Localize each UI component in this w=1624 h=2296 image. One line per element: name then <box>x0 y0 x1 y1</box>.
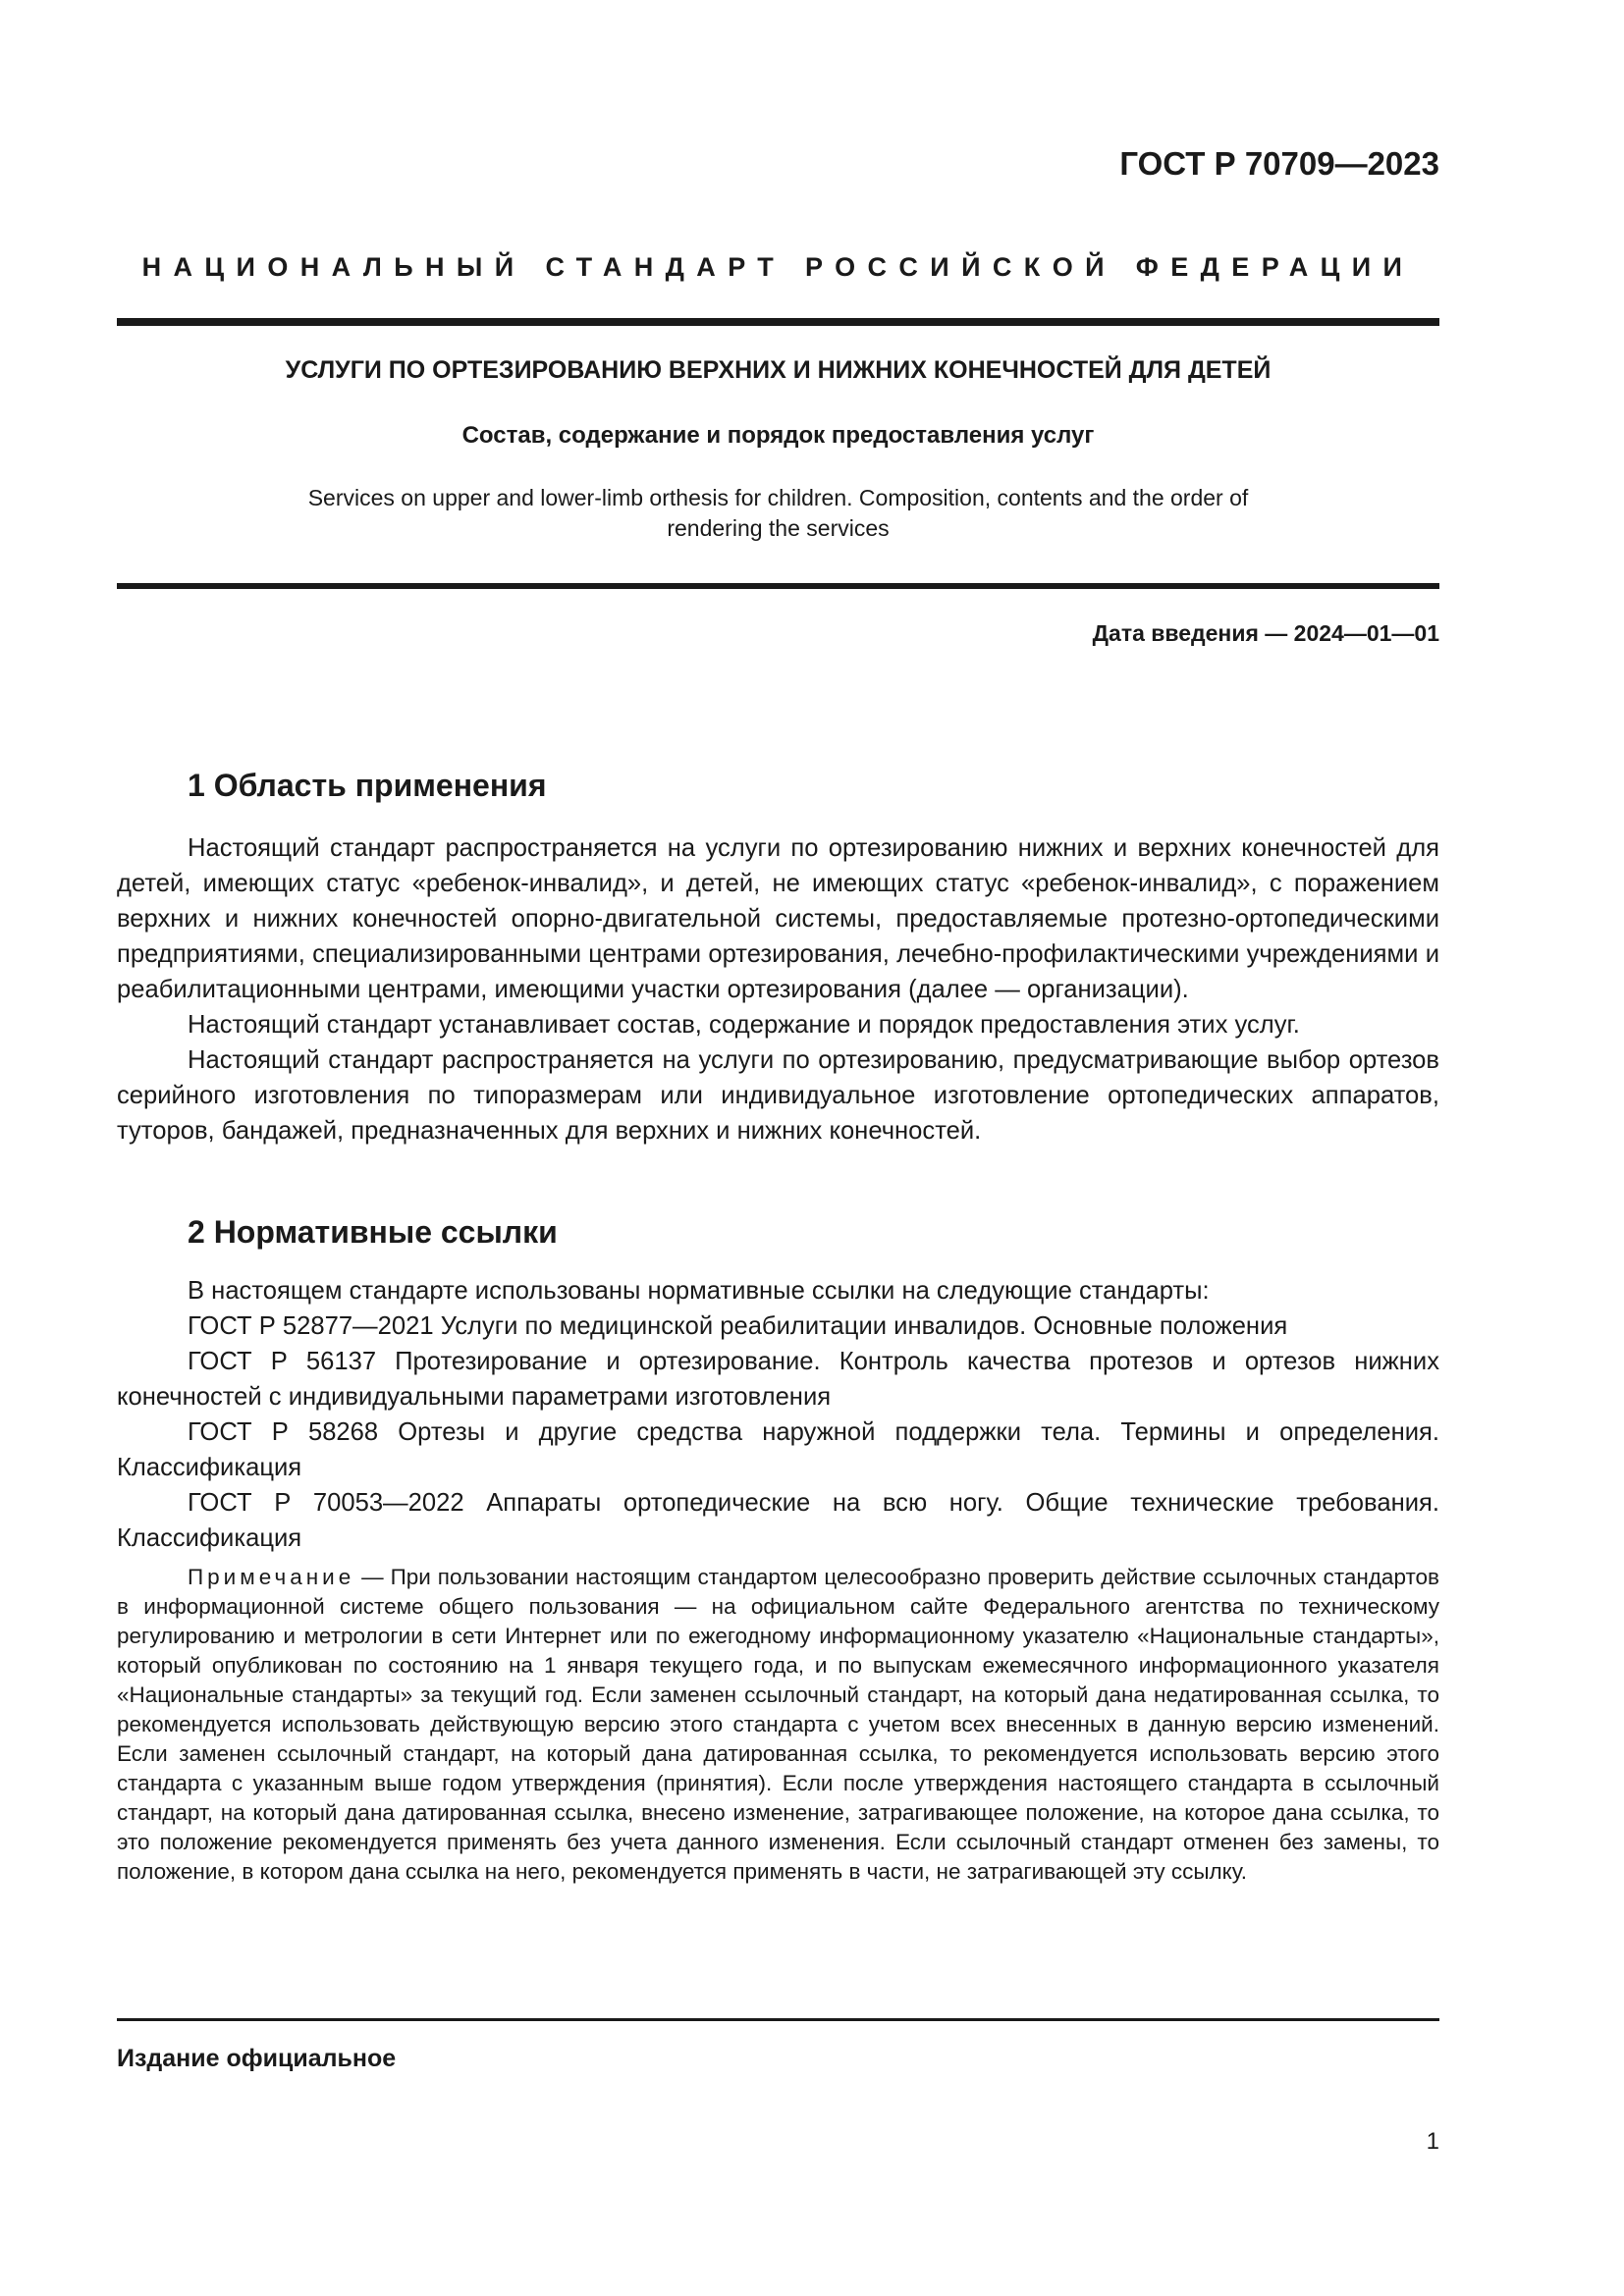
bottom-divider <box>117 2018 1439 2021</box>
note-label: Примечание <box>188 1565 355 1589</box>
reference-item: ГОСТ Р 58268 Ортезы и другие средства наружной поддержки тела. Термины и определения. Классификация <box>117 1418 1439 1481</box>
document-subtitle: Состав, содержание и порядок предоставления услуг <box>461 422 1095 449</box>
document-title: УСЛУГИ ПО ОРТЕЗИРОВАНИЮ ВЕРХНИХ И НИЖНИХ КОНЕЧНОСТЕЙ ДЛЯ ДЕТЕЙ <box>285 356 1272 384</box>
section-heading-references: 2 Нормативные ссылки <box>188 1214 558 1250</box>
paragraph: Настоящий стандарт распространяется на услуги по ортезированию нижних и верхних конечностей для детей, имеющих статус «ребенок-инвалид», и детей, не имеющих статус «ребенок-инвалид», с поражением верхних и нижних конечностей опорно-двигательной системы, предоставляемые протезно-ортопедическими предприятиями, специализированными центрами ортезирования, лечебно-профилактическими учреждениями и реабилитационными центрами, имеющими участки ортезирования (далее — организации). <box>117 834 1439 1003</box>
title-divider <box>117 583 1439 589</box>
paragraph: Настоящий стандарт устанавливает состав, содержание и порядок предоставления этих услуг. <box>188 1011 1300 1039</box>
note-text: — При пользовании настоящим стандартом целесообразно проверить действие ссылочных стандартов в информационной системе общего пользования — на официальном сайте Федерального агентства по техническому регулированию и метрологии в сети Интернет или по ежегодному информационному указателю «Национальные стандарты», который опубликован по состоянию на 1 января текущего года, и по выпускам ежемесячного информационного указателя «Национальные стандарты» за текущий год. Если заменен ссылочный стандарт, на который дана недатированная ссылка, то рекомендуется использовать действующую версию этого стандарта с учетом всех внесенных в данную версию изменений. Если заменен ссылочный стандарт, на который дана датированная ссылка, то рекомендуется использовать версию этого стандарта с указанным выше годом утверждения (принятия). Если после утверждения настоящего стандарта в ссылочный стандарт, на который дана датированная ссылка, внесено изменение, затрагивающее положение, на которое дана ссылка, то это положение рекомендуется применять без учета данного изменения. Если ссылочный стандарт отменен без замены, то положение, в котором дана ссылка на него, рекомендуется применять в части, не затрагивающей эту ссылку. <box>117 1565 1439 1884</box>
english-title-line-1: Services on upper and lower-limb orthesis for children. Composition, contents and the order of <box>307 485 1249 510</box>
section-scope-body <box>117 830 1439 1148</box>
paragraph: Настоящий стандарт распространяется на услуги по ортезированию, предусматривающие выбор ортезов серийного изготовления по типоразмерам или индивидуальное изготовление ортопедических аппаратов, туторов, бандажей, предназначенных для верхних и нижних конечностей. <box>117 1046 1439 1145</box>
english-title <box>117 483 1439 544</box>
section-references-body <box>117 1273 1439 1556</box>
reference-item: ГОСТ Р 52877—2021 Услуги по медицинской реабилитации инвалидов. Основные положения <box>188 1312 1288 1340</box>
national-standard-banner: НАЦИОНАЛЬНЫЙ СТАНДАРТ РОССИЙСКОЙ ФЕДЕРАЦИИ <box>141 252 1415 282</box>
reference-item: ГОСТ Р 70053—2022 Аппараты ортопедические на всю ногу. Общие технические требования. Классификация <box>117 1489 1439 1552</box>
document-number: ГОСТ Р 70709—2023 <box>1119 145 1439 182</box>
official-edition-label: Издание официальное <box>117 2045 397 2072</box>
section-heading-scope: 1 Область применения <box>188 768 547 803</box>
introduction-date: Дата введения — 2024—01—01 <box>1092 620 1439 646</box>
paragraph: В настоящем стандарте использованы нормативные ссылки на следующие стандарты: <box>188 1277 1210 1305</box>
page-number: 1 <box>1426 2128 1439 2155</box>
english-title-line-2: rendering the services <box>667 515 890 541</box>
top-divider <box>117 318 1439 326</box>
note-block <box>117 1563 1439 1887</box>
reference-item: ГОСТ Р 56137 Протезирование и ортезирование. Контроль качества протезов и ортезов нижних конечностей с индивидуальными параметрами изготовления <box>117 1348 1439 1411</box>
